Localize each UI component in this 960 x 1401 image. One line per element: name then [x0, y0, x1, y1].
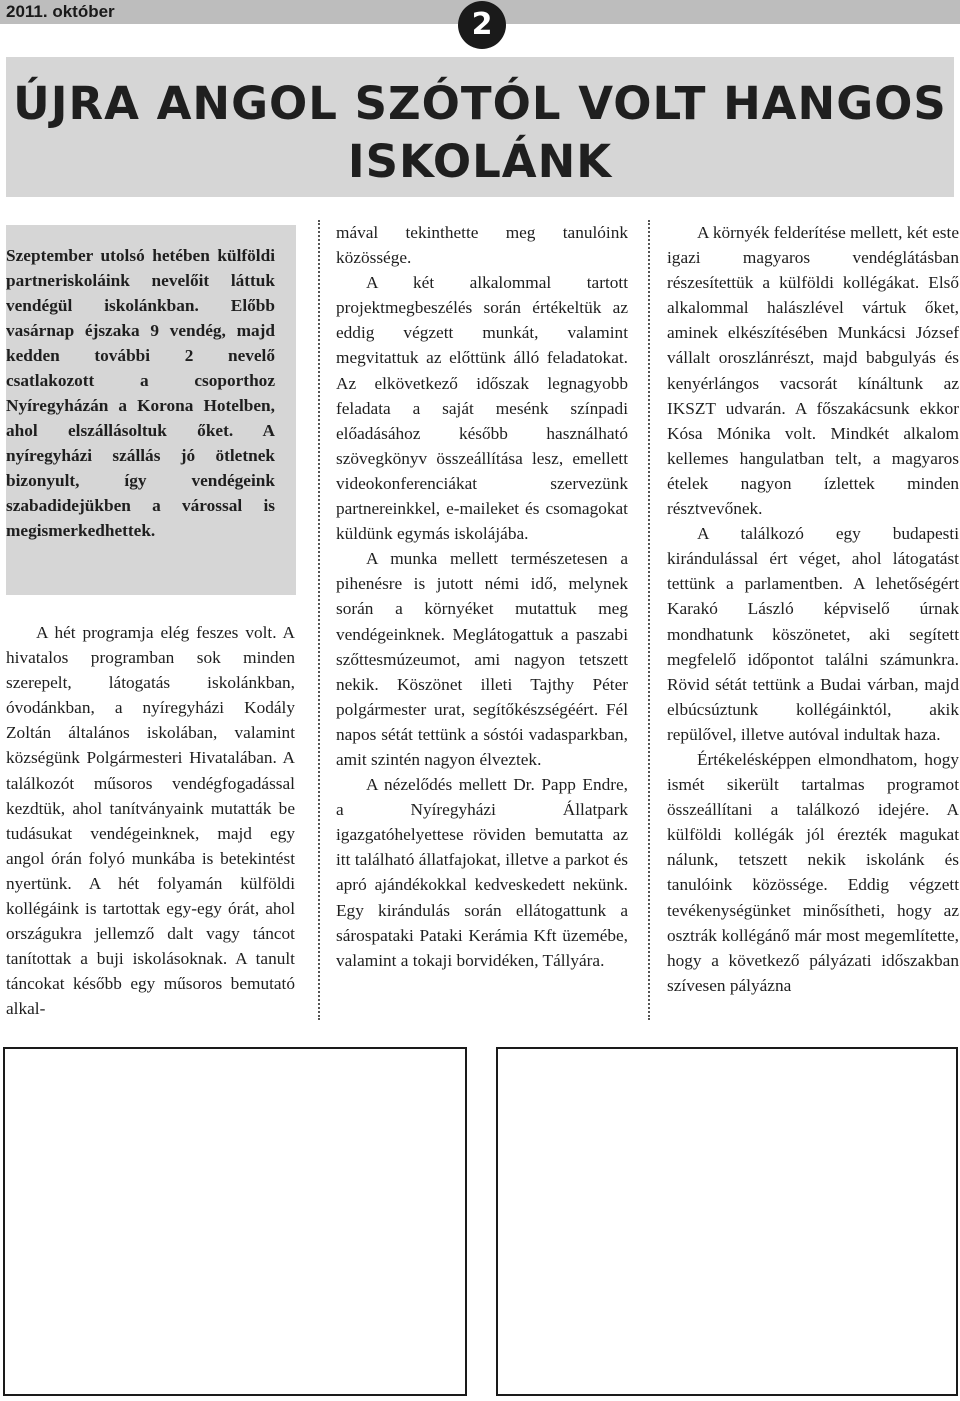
paragraph: A munka mellett természetesen a pihenésre is jutott némi idő, melynek során a környéket mutattuk meg vendégeinknek. Meglátogattuk a paszabi szőttesmúzeumot, ami nagyon tetszett nekik. Köszönet illeti Tajthy Péter polgármester urat, segítőkészségéért. Fél napos sétát tettünk a sóstói vadasparkban, amit szintén nagyon élveztek. [336, 549, 628, 769]
title-box [6, 57, 954, 197]
paragraph: Értékelésképpen elmondhatom, hogy ismét sikerült tartalmas programot összeállítani a találkozó idejére. A külföldi kollégák jól érezték magukat nálunk, tetszett nekik iskolánk és tanulóink közössége. Eddig végzett tevékenységünket minősítheti, hogy az osztrák kollégánő már most megemlítette, hogy a következő pályázati időszakban szívesen pályázna [667, 749, 959, 995]
issue-date: 2011. október [6, 2, 115, 21]
paragraph: A nézelődés mellett Dr. Papp Endre, a Nyíregyházi Állatpark igazgatóhelyettese röviden bemutatta az itt található állatfajokat, illetve a parkot és apró ajándékokkal kedveskedett nekünk. Egy kirándulás során ellátogattunk a sárospataki Pataki Kerámia Kft üzemébe, valamint a tokaji borvidéken, Tállyára. [336, 775, 628, 970]
column-divider [648, 220, 650, 1020]
column-divider [318, 220, 320, 1020]
paragraph: A két alkalommal tartott projektmegbeszélés során értékeltük az eddig végzett munkát, valamint megvitattuk az előttünk álló feladatokat. Az elkövetkező időszak legnagyobb feladata a saját mesénk színpadi előadásához később használható szövegkönyv összeállítása lesz, emellett videokonferenciákat szervezünk partnereinkkel, e-maileket és csomagokat küldünk egymás iskolájába. [336, 273, 628, 544]
photo-frame [3, 1047, 467, 1396]
photo-frame [496, 1047, 958, 1396]
paragraph: A környék felderítése mellett, két este igazi magyaros vendéglátásban részesítettük a külföldi kollégákat. Első alkalommal halászlével vártuk őket, aminek elkészítésében Munkácsi József vállalt oroszlánrészt, majd babgulyás és kenyérlángos vacsorát kínáltunk az IKSZT udvarán. A főszakácsunk ekkor Kósa Mónika volt. Mindkét alkalom kellemes hangulatban telt, a magyaros ételek nagyon ízlettek minden résztvevőnek. [667, 223, 960, 519]
paragraph: A találkozó egy budapesti kirándulással ért véget, ahol látogatást tettünk a parlamentben. A lehetőségért Karakó László képviselő úrnak mondhatunk köszönetet, aki segített megfelelő időpontot találni számunkra. Rövid sétát tettünk a Budai várban, majd elbúcsúztunk kollégáinktól, akik repülővel, illetve autóval indultak haza. [667, 524, 959, 744]
page-number: 2 [458, 1, 506, 49]
article-lead: Szeptember utolsó hetében külföldi partneriskoláink nevelőit láttuk vendégül iskolánkban. Előbb vasárnap éjszaka 9 vendég, majd kedden további 2 nevelő csatlakozott a csoporthoz Nyíregyházán a Korona Hotelben, ahol elszállásoltuk őket. A nyíregyházi szállás jó ötletnek bizonyult, így vendégeink szabadidejükben a várossal is megismerkedhettek. [6, 246, 275, 540]
article-title: ÚJRA ANGOL SZÓTÓL VOLT HANGOS ISKOLÁNK [13, 77, 947, 188]
text-column-3 [667, 220, 959, 998]
paragraph: mával tekinthette meg tanulóink közössége. [336, 223, 628, 268]
text-column-2 [336, 220, 628, 973]
text-column-1 [6, 620, 295, 1022]
paragraph: A hét programja elég feszes volt. A hivatalos programban sok minden szerepelt, látogatás iskolánkban, óvodánkban, a nyíregyházi Kodály Zoltán általános iskolában, valamint községünk Polgármesteri Hivatalában. A találkozót műsoros vendégfogadással kezdtük, ahol tanítványaink mutatták be tudásukat vendégeinknek, majd egy angol órán folyó munkába is betekintést nyertünk. A hét folyamán külföldi kollégáink is tartottak egy-egy órát, ahol országukra jellemző dalt vagy táncot tanítottak a buji iskolásoknak. A tanult táncokat később egy műsoros bemutató alkal- [6, 623, 295, 1019]
